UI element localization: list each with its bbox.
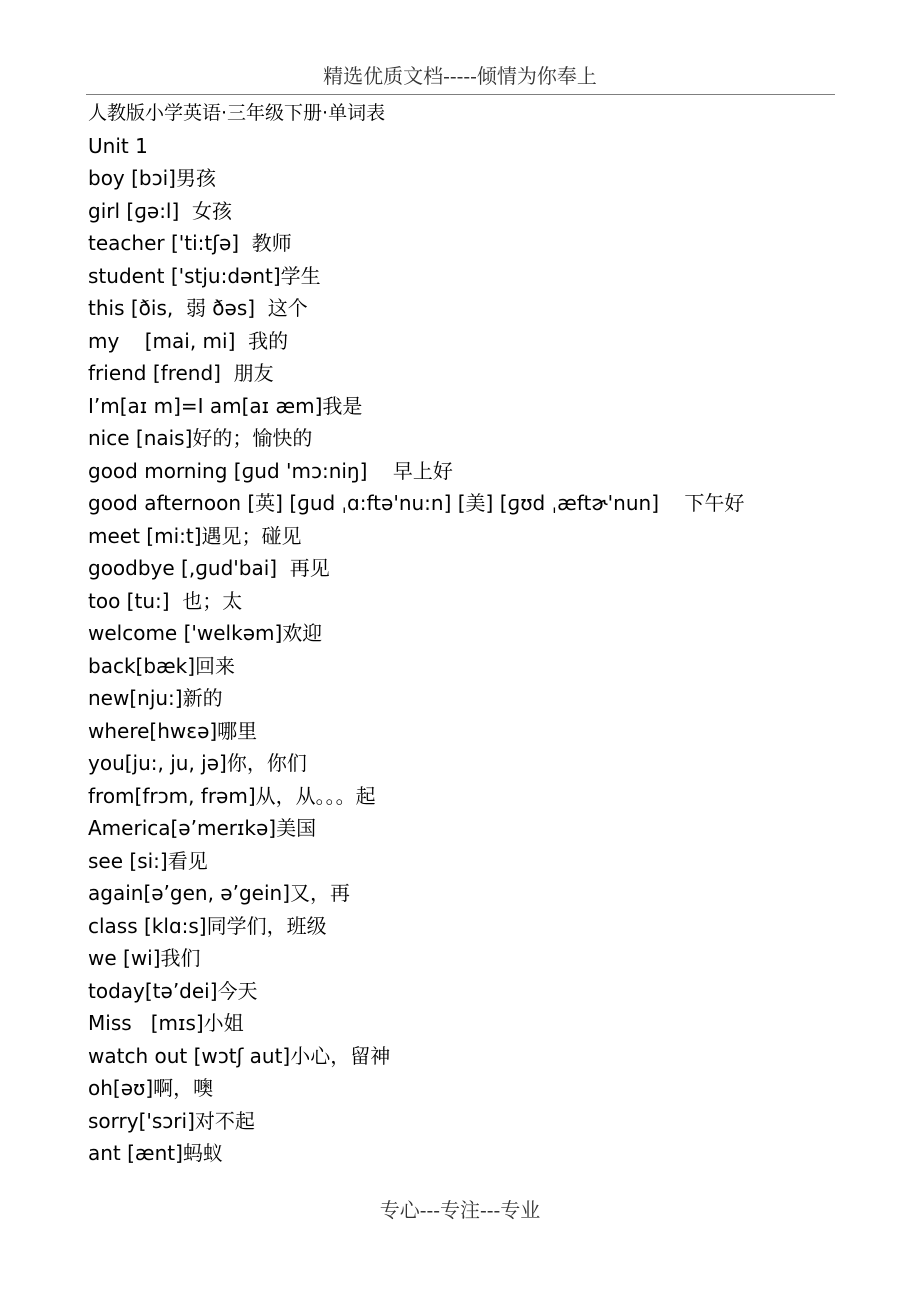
vocab-entry: ant [ænt]蚂蚁: [88, 1141, 223, 1165]
vocab-entry: girl [ɡə:l] 女孩: [88, 198, 233, 223]
vocab-entry: sorry['sɔri]对不起: [88, 1108, 255, 1133]
vocab-entry: where[hwɛə]哪里: [88, 718, 258, 743]
page-footer: 专心---专注---专业: [379, 1198, 541, 1222]
vocab-entry: oh[əʊ]啊，噢: [88, 1076, 214, 1100]
vocab-entry: again[ə’gen, ə’gein]又，再: [88, 881, 350, 905]
vocab-entry: from[frɔm, frəm]从，从。。。起: [88, 783, 376, 808]
vocab-entry: good morning [ɡud 'mɔ:niŋ] 早上好: [88, 458, 453, 483]
unit-heading: Unit 1: [88, 133, 148, 158]
vocab-entry: new[nju:]新的: [88, 686, 223, 710]
vocab-entry: watch out [wɔtʃ aut]小心，留神: [88, 1043, 391, 1068]
document-title: 人教版小学英语·三年级下册·单词表: [88, 102, 386, 124]
vocab-entry: class [klɑ:s]同学们，班级: [88, 913, 327, 938]
vocab-entry: good afternoon [英] [ɡud ˌɑ:ftə'nu:n] [美] [ɡʊd ˌæftɚ'nun] 下午好: [88, 491, 745, 515]
header-divider: [86, 94, 835, 95]
vocab-entry: meet [mi:t]遇见；碰见: [88, 523, 302, 548]
vocab-entry: I’m[aɪ m]=I am[aɪ æm]我是: [88, 393, 363, 418]
vocab-entry: teacher ['ti:tʃə] 教师: [88, 231, 292, 255]
vocab-entry: see [si:]看见: [88, 848, 208, 873]
vocab-entry: today[tə’dei]今天: [88, 978, 258, 1003]
vocab-entry: student ['stju:dənt]学生: [88, 263, 321, 288]
vocab-entry: nice [nais]好的；愉快的: [88, 426, 313, 450]
vocab-entry: this [ðis, 弱 ðəs] 这个: [88, 296, 308, 320]
vocab-entry: goodbye [,ɡud'bai] 再见: [88, 556, 330, 580]
vocabulary-list: [88, 162, 908, 1170]
vocab-entry: America[ə’merɪkə]美国: [88, 816, 317, 840]
vocab-entry: my [mai, mi] 我的: [88, 328, 289, 353]
vocab-entry: too [tu:] 也；太: [88, 588, 243, 613]
vocab-entry: welcome ['welkəm]欢迎: [88, 621, 323, 645]
vocab-entry: boy [bɔi]男孩: [88, 166, 216, 190]
document-body: [88, 97, 908, 1170]
vocab-entry: we [wi]我们: [88, 946, 201, 970]
vocab-entry: Miss [mɪs]小姐: [88, 1011, 244, 1035]
page-header: 精选优质文档-----倾情为你奉上: [323, 64, 597, 88]
vocab-entry: back[bæk]回来: [88, 653, 236, 678]
vocab-entry: friend [frend] 朋友: [88, 361, 274, 385]
vocab-entry: you[ju:, ju, jə]你，你们: [88, 751, 307, 775]
